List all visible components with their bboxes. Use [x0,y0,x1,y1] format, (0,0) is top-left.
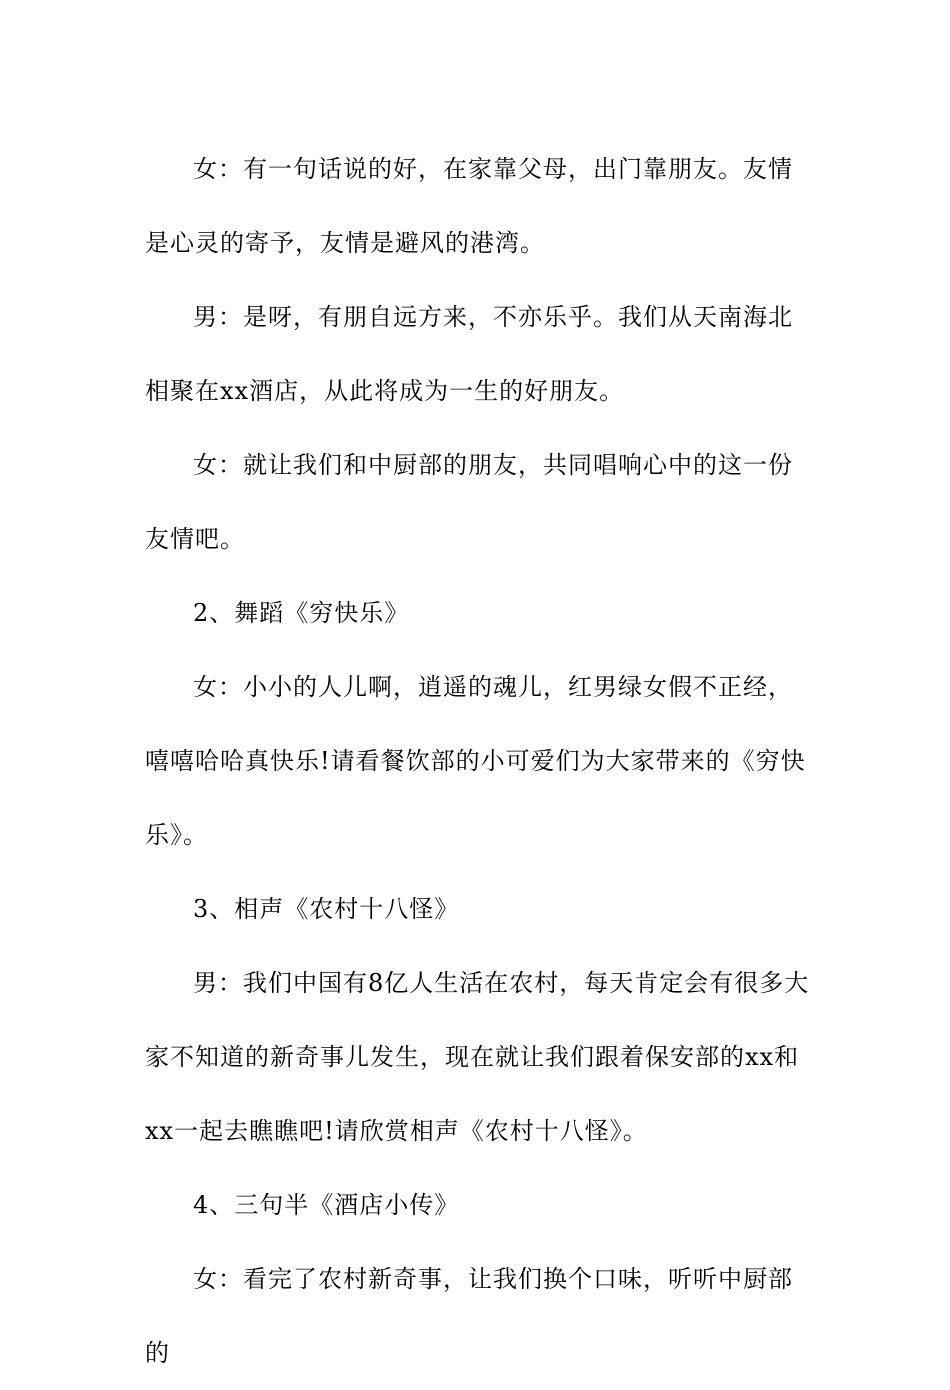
paragraph-male-crosstalk-intro: 男：我们中国有8亿人生活在农村，每天肯定会有很多大家不知道的新奇事儿发生，现在就让我们跟着保安部的xx和xx一起去瞧瞧吧!请欣赏相声《农村十八怪》。 [145,969,810,1145]
program-item-3-heading: 3、相声《农村十八怪》 [193,895,460,923]
paragraph-female-friendship: 女：有一句话说的好，在家靠父母，出门靠朋友。友情是心灵的寄予，友情是避风的港湾。 [145,155,793,257]
paragraph-female-sing: 女：就让我们和中厨部的朋友，共同唱响心中的这一份友情吧。 [145,451,793,553]
paragraph-female-sanjuban-intro: 女：看完了农村新奇事，让我们换个口味，听听中厨部的 [145,1265,793,1367]
program-item-2-heading: 2、舞蹈《穷快乐》 [193,599,410,627]
paragraph-female-dance-intro: 女：小小的人儿啊，逍遥的魂儿，红男绿女假不正经，嘻嘻哈哈真快乐!请看餐饮部的小可爱们为大家带来的《穷快乐》。 [145,673,806,849]
program-item-4-heading: 4、三句半《酒店小传》 [193,1191,460,1219]
paragraph-male-friends: 男：是呀，有朋自远方来，不亦乐乎。我们从天南海北相聚在xx酒店，从此将成为一生的好朋友。 [145,303,793,405]
document-body [145,132,810,1390]
